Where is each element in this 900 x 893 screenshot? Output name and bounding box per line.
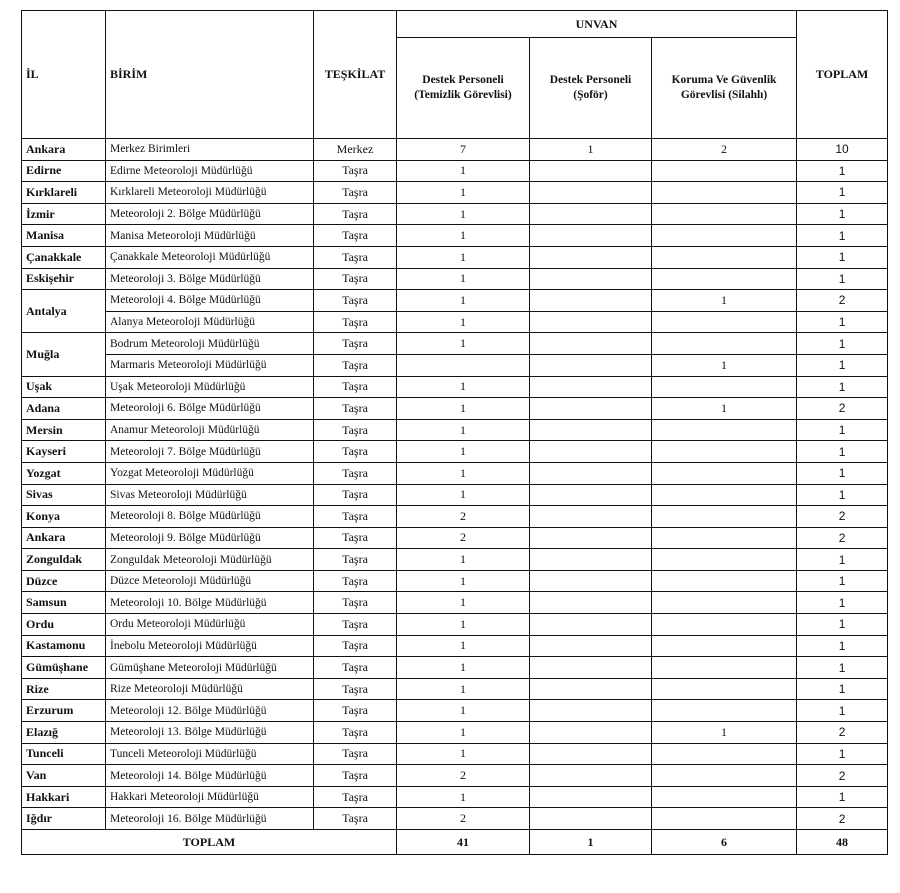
table-row [22, 225, 888, 247]
il-cell: Kırklareli [22, 182, 106, 204]
temizlik-cell: 1 [397, 657, 530, 679]
temizlik-cell: 1 [397, 484, 530, 506]
koruma-cell [652, 570, 797, 592]
teskilat-cell: Taşra [314, 398, 397, 420]
temizlik-cell [397, 354, 530, 376]
sofor-cell [530, 808, 652, 830]
temizlik-cell: 2 [397, 527, 530, 549]
birim-cell: İnebolu Meteoroloji Müdürlüğü [106, 635, 314, 657]
koruma-cell [652, 765, 797, 787]
toplam-cell: 1 [797, 376, 888, 398]
table-row [22, 614, 888, 636]
sofor-cell [530, 765, 652, 787]
birim-cell: Meteoroloji 4. Bölge Müdürlüğü [106, 290, 314, 312]
il-cell: Van [22, 765, 106, 787]
toplam-cell: 1 [797, 570, 888, 592]
totals-sofor: 1 [530, 830, 652, 855]
table-row [22, 808, 888, 830]
toplam-cell: 1 [797, 657, 888, 679]
table-row [22, 765, 888, 787]
birim-cell: Çanakkale Meteoroloji Müdürlüğü [106, 246, 314, 268]
birim-cell: Meteoroloji 6. Bölge Müdürlüğü [106, 398, 314, 420]
table-row [22, 182, 888, 204]
koruma-cell [652, 419, 797, 441]
il-cell: İzmir [22, 203, 106, 225]
koruma-cell [652, 376, 797, 398]
table-row [22, 333, 888, 355]
il-cell: Eskişehir [22, 268, 106, 290]
sofor-cell [530, 225, 652, 247]
il-cell: Samsun [22, 592, 106, 614]
il-cell: Ankara [22, 527, 106, 549]
birim-cell: Edirne Meteoroloji Müdürlüğü [106, 160, 314, 182]
teskilat-cell: Taşra [314, 203, 397, 225]
sofor-cell [530, 527, 652, 549]
birim-cell: Yozgat Meteoroloji Müdürlüğü [106, 462, 314, 484]
totals-temizlik: 41 [397, 830, 530, 855]
birim-cell: Meteoroloji 9. Bölge Müdürlüğü [106, 527, 314, 549]
il-cell: Zonguldak [22, 549, 106, 571]
il-cell: Erzurum [22, 700, 106, 722]
koruma-cell [652, 700, 797, 722]
il-cell: Konya [22, 506, 106, 528]
sofor-cell [530, 506, 652, 528]
koruma-cell [652, 614, 797, 636]
sofor-cell [530, 398, 652, 420]
toplam-cell: 1 [797, 484, 888, 506]
table-row [22, 441, 888, 463]
teskilat-cell: Merkez [314, 139, 397, 161]
birim-cell: Bodrum Meteoroloji Müdürlüğü [106, 333, 314, 355]
table-row [22, 786, 888, 808]
teskilat-cell: Taşra [314, 506, 397, 528]
sofor-cell [530, 246, 652, 268]
temizlik-cell: 1 [397, 376, 530, 398]
temizlik-cell: 1 [397, 246, 530, 268]
teskilat-cell: Taşra [314, 311, 397, 333]
birim-cell: Sivas Meteoroloji Müdürlüğü [106, 484, 314, 506]
toplam-cell: 1 [797, 225, 888, 247]
teskilat-cell: Taşra [314, 765, 397, 787]
birim-cell: Anamur Meteoroloji Müdürlüğü [106, 419, 314, 441]
birim-cell: Düzce Meteoroloji Müdürlüğü [106, 570, 314, 592]
il-cell: Kayseri [22, 441, 106, 463]
sofor-cell [530, 722, 652, 744]
toplam-cell: 1 [797, 592, 888, 614]
toplam-cell: 1 [797, 333, 888, 355]
temizlik-cell: 1 [397, 635, 530, 657]
koruma-cell [652, 808, 797, 830]
temizlik-cell: 1 [397, 462, 530, 484]
temizlik-cell: 1 [397, 700, 530, 722]
koruma-cell: 1 [652, 722, 797, 744]
teskilat-cell: Taşra [314, 290, 397, 312]
table-row [22, 419, 888, 441]
toplam-cell: 1 [797, 549, 888, 571]
koruma-cell [652, 246, 797, 268]
table-row [22, 657, 888, 679]
sofor-cell [530, 160, 652, 182]
sofor-cell [530, 333, 652, 355]
il-cell: Ankara [22, 139, 106, 161]
il-cell: Muğla [22, 333, 106, 376]
teskilat-cell: Taşra [314, 657, 397, 679]
teskilat-cell: Taşra [314, 570, 397, 592]
koruma-cell [652, 225, 797, 247]
temizlik-cell: 1 [397, 786, 530, 808]
il-cell: Mersin [22, 419, 106, 441]
sofor-cell [530, 700, 652, 722]
teskilat-cell: Taşra [314, 614, 397, 636]
header-il: İL [22, 11, 106, 139]
birim-cell: Meteoroloji 14. Bölge Müdürlüğü [106, 765, 314, 787]
temizlik-cell: 1 [397, 678, 530, 700]
toplam-cell: 2 [797, 290, 888, 312]
il-cell: Elazığ [22, 722, 106, 744]
temizlik-cell: 1 [397, 203, 530, 225]
header-toplam: TOPLAM [797, 11, 888, 139]
toplam-cell: 1 [797, 635, 888, 657]
table-row [22, 290, 888, 312]
teskilat-cell: Taşra [314, 743, 397, 765]
birim-cell: Meteoroloji 8. Bölge Müdürlüğü [106, 506, 314, 528]
header-unvan: UNVAN [397, 11, 797, 38]
koruma-cell [652, 786, 797, 808]
temizlik-cell: 1 [397, 290, 530, 312]
sofor-cell [530, 743, 652, 765]
teskilat-cell: Taşra [314, 592, 397, 614]
toplam-cell: 1 [797, 160, 888, 182]
birim-cell: Meteoroloji 13. Bölge Müdürlüğü [106, 722, 314, 744]
temizlik-cell: 2 [397, 506, 530, 528]
teskilat-cell: Taşra [314, 527, 397, 549]
birim-cell: Meteoroloji 7. Bölge Müdürlüğü [106, 441, 314, 463]
toplam-cell: 1 [797, 182, 888, 204]
table-row [22, 743, 888, 765]
toplam-cell: 2 [797, 527, 888, 549]
koruma-cell [652, 311, 797, 333]
table-row [22, 678, 888, 700]
birim-cell: Tunceli Meteoroloji Müdürlüğü [106, 743, 314, 765]
birim-cell: Uşak Meteoroloji Müdürlüğü [106, 376, 314, 398]
teskilat-cell: Taşra [314, 182, 397, 204]
sofor-cell: 1 [530, 139, 652, 161]
totals-label: TOPLAM [22, 830, 397, 855]
sofor-cell [530, 376, 652, 398]
toplam-cell: 1 [797, 441, 888, 463]
sofor-cell [530, 657, 652, 679]
il-cell: Uşak [22, 376, 106, 398]
koruma-cell [652, 549, 797, 571]
temizlik-cell: 7 [397, 139, 530, 161]
temizlik-cell: 1 [397, 333, 530, 355]
table-row [22, 700, 888, 722]
koruma-cell [652, 462, 797, 484]
koruma-cell [652, 657, 797, 679]
teskilat-cell: Taşra [314, 333, 397, 355]
il-cell: Tunceli [22, 743, 106, 765]
temizlik-cell: 1 [397, 592, 530, 614]
sofor-cell [530, 354, 652, 376]
koruma-cell: 2 [652, 139, 797, 161]
teskilat-cell: Taşra [314, 376, 397, 398]
teskilat-cell: Taşra [314, 268, 397, 290]
sofor-cell [530, 635, 652, 657]
toplam-cell: 2 [797, 506, 888, 528]
sofor-cell [530, 203, 652, 225]
temizlik-cell: 1 [397, 570, 530, 592]
table-row [22, 246, 888, 268]
temizlik-cell: 1 [397, 419, 530, 441]
teskilat-cell: Taşra [314, 419, 397, 441]
koruma-cell [652, 333, 797, 355]
temizlik-cell: 1 [397, 614, 530, 636]
header-temizlik: Destek Personeli (Temizlik Görevlisi) [397, 38, 530, 139]
table-row [22, 203, 888, 225]
toplam-cell: 1 [797, 678, 888, 700]
koruma-cell [652, 441, 797, 463]
teskilat-cell: Taşra [314, 225, 397, 247]
koruma-cell [652, 268, 797, 290]
teskilat-cell: Taşra [314, 462, 397, 484]
sofor-cell [530, 182, 652, 204]
sofor-cell [530, 441, 652, 463]
toplam-cell: 1 [797, 203, 888, 225]
koruma-cell [652, 182, 797, 204]
header-birim: BİRİM [106, 11, 314, 139]
teskilat-cell: Taşra [314, 484, 397, 506]
header-sofor: Destek Personeli (Şoför) [530, 38, 652, 139]
birim-cell: Ordu Meteoroloji Müdürlüğü [106, 614, 314, 636]
koruma-cell [652, 635, 797, 657]
birim-cell: Merkez Birimleri [106, 139, 314, 161]
teskilat-cell: Taşra [314, 786, 397, 808]
il-cell: Adana [22, 398, 106, 420]
temizlik-cell: 2 [397, 808, 530, 830]
teskilat-cell: Taşra [314, 246, 397, 268]
sofor-cell [530, 678, 652, 700]
sofor-cell [530, 786, 652, 808]
temizlik-cell: 1 [397, 549, 530, 571]
sofor-cell [530, 290, 652, 312]
koruma-cell [652, 506, 797, 528]
birim-cell: Meteoroloji 16. Bölge Müdürlüğü [106, 808, 314, 830]
sofor-cell [530, 592, 652, 614]
toplam-cell: 10 [797, 139, 888, 161]
temizlik-cell: 1 [397, 160, 530, 182]
sofor-cell [530, 614, 652, 636]
teskilat-cell: Taşra [314, 354, 397, 376]
toplam-cell: 1 [797, 268, 888, 290]
sofor-cell [530, 268, 652, 290]
table-row [22, 462, 888, 484]
il-cell: Edirne [22, 160, 106, 182]
il-cell: Sivas [22, 484, 106, 506]
teskilat-cell: Taşra [314, 700, 397, 722]
il-cell: Antalya [22, 290, 106, 333]
birim-cell: Manisa Meteoroloji Müdürlüğü [106, 225, 314, 247]
koruma-cell [652, 527, 797, 549]
koruma-cell [652, 484, 797, 506]
table-row [22, 549, 888, 571]
temizlik-cell: 1 [397, 743, 530, 765]
toplam-cell: 1 [797, 614, 888, 636]
toplam-cell: 1 [797, 743, 888, 765]
sofor-cell [530, 311, 652, 333]
toplam-cell: 2 [797, 398, 888, 420]
koruma-cell [652, 203, 797, 225]
birim-cell: Meteoroloji 2. Bölge Müdürlüğü [106, 203, 314, 225]
temizlik-cell: 1 [397, 441, 530, 463]
birim-cell: Marmaris Meteoroloji Müdürlüğü [106, 354, 314, 376]
table-row [22, 484, 888, 506]
header-koruma: Koruma Ve Güvenlik Görevlisi (Silahlı) [652, 38, 797, 139]
table-row [22, 527, 888, 549]
koruma-cell: 1 [652, 290, 797, 312]
teskilat-cell: Taşra [314, 549, 397, 571]
birim-cell: Alanya Meteoroloji Müdürlüğü [106, 311, 314, 333]
table-row [22, 506, 888, 528]
teskilat-cell: Taşra [314, 160, 397, 182]
sofor-cell [530, 549, 652, 571]
birim-cell: Rize Meteoroloji Müdürlüğü [106, 678, 314, 700]
table-row [22, 635, 888, 657]
totals-koruma: 6 [652, 830, 797, 855]
koruma-cell: 1 [652, 354, 797, 376]
sofor-cell [530, 570, 652, 592]
table-row [22, 722, 888, 744]
table-row [22, 354, 888, 376]
toplam-cell: 2 [797, 808, 888, 830]
koruma-cell [652, 743, 797, 765]
toplam-cell: 1 [797, 246, 888, 268]
table-row [22, 376, 888, 398]
temizlik-cell: 2 [397, 765, 530, 787]
toplam-cell: 1 [797, 786, 888, 808]
toplam-cell: 1 [797, 419, 888, 441]
il-cell: Ordu [22, 614, 106, 636]
toplam-cell: 2 [797, 765, 888, 787]
temizlik-cell: 1 [397, 398, 530, 420]
koruma-cell: 1 [652, 398, 797, 420]
birim-cell: Hakkari Meteoroloji Müdürlüğü [106, 786, 314, 808]
toplam-cell: 2 [797, 722, 888, 744]
il-cell: Rize [22, 678, 106, 700]
il-cell: Gümüşhane [22, 657, 106, 679]
birim-cell: Gümüşhane Meteoroloji Müdürlüğü [106, 657, 314, 679]
staff-distribution-table [21, 10, 888, 855]
table-row [22, 139, 888, 161]
temizlik-cell: 1 [397, 722, 530, 744]
koruma-cell [652, 678, 797, 700]
temizlik-cell: 1 [397, 225, 530, 247]
koruma-cell [652, 160, 797, 182]
birim-cell: Meteoroloji 12. Bölge Müdürlüğü [106, 700, 314, 722]
table-row [22, 160, 888, 182]
header-teskilat: TEŞKİLAT [314, 11, 397, 139]
teskilat-cell: Taşra [314, 722, 397, 744]
teskilat-cell: Taşra [314, 808, 397, 830]
toplam-cell: 1 [797, 462, 888, 484]
toplam-cell: 1 [797, 311, 888, 333]
table-row [22, 398, 888, 420]
table-row [22, 311, 888, 333]
il-cell: Kastamonu [22, 635, 106, 657]
totals-toplam: 48 [797, 830, 888, 855]
teskilat-cell: Taşra [314, 635, 397, 657]
sofor-cell [530, 484, 652, 506]
birim-cell: Meteoroloji 3. Bölge Müdürlüğü [106, 268, 314, 290]
temizlik-cell: 1 [397, 182, 530, 204]
il-cell: Yozgat [22, 462, 106, 484]
birim-cell: Kırklareli Meteoroloji Müdürlüğü [106, 182, 314, 204]
sofor-cell [530, 462, 652, 484]
toplam-cell: 1 [797, 354, 888, 376]
toplam-cell: 1 [797, 700, 888, 722]
koruma-cell [652, 592, 797, 614]
birim-cell: Zonguldak Meteoroloji Müdürlüğü [106, 549, 314, 571]
birim-cell: Meteoroloji 10. Bölge Müdürlüğü [106, 592, 314, 614]
il-cell: Düzce [22, 570, 106, 592]
teskilat-cell: Taşra [314, 441, 397, 463]
table-body [22, 139, 888, 830]
sofor-cell [530, 419, 652, 441]
temizlik-cell: 1 [397, 311, 530, 333]
il-cell: Hakkari [22, 786, 106, 808]
table-row [22, 592, 888, 614]
il-cell: Çanakkale [22, 246, 106, 268]
table-row [22, 570, 888, 592]
totals-row [22, 830, 888, 855]
temizlik-cell: 1 [397, 268, 530, 290]
teskilat-cell: Taşra [314, 678, 397, 700]
il-cell: Manisa [22, 225, 106, 247]
il-cell: Iğdır [22, 808, 106, 830]
table-row [22, 268, 888, 290]
